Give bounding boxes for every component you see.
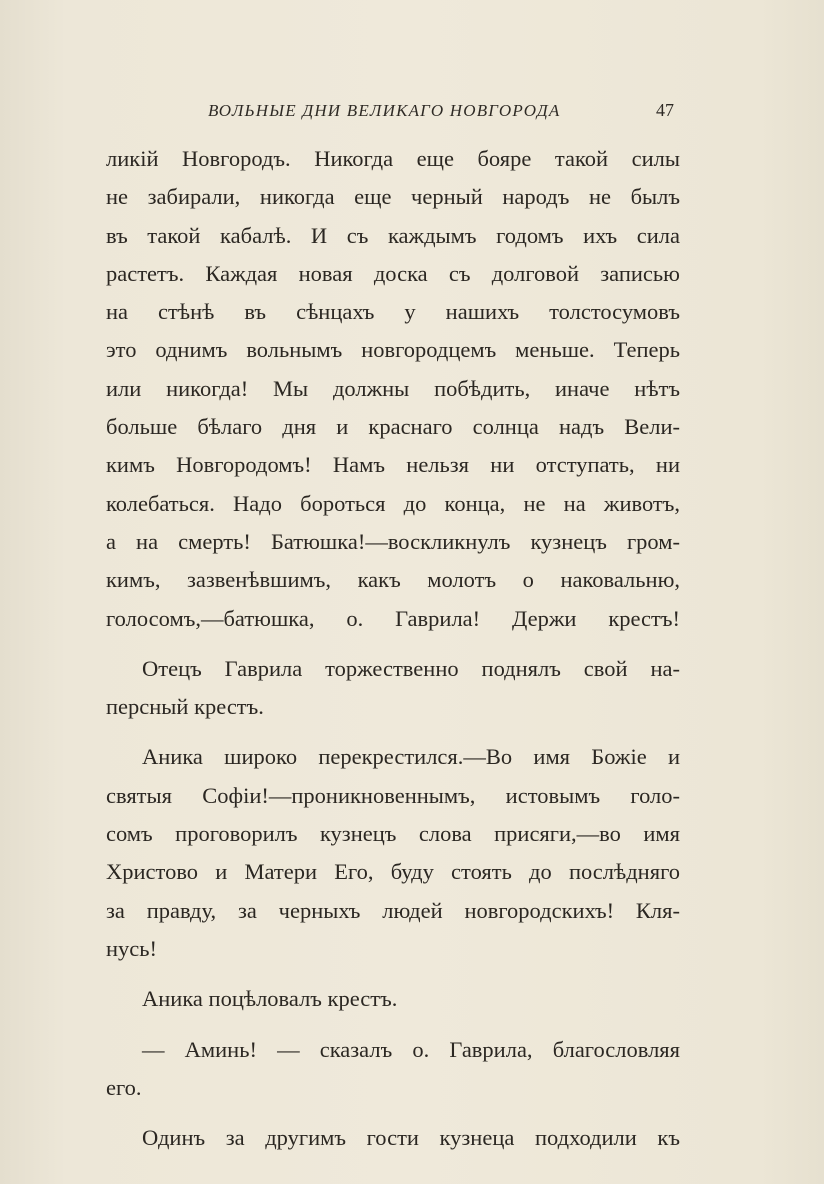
text-line: Христово и Матери Его, буду стоять до послѣдняго xyxy=(106,859,680,885)
text-line: Аника широко перекрестился.—Во имя Божіе и xyxy=(142,744,680,770)
text-line: — Аминь! — сказалъ о. Гаврила, благословляя xyxy=(142,1036,680,1062)
paragraph xyxy=(106,650,680,727)
paragraph xyxy=(106,1031,680,1108)
text-line: нусь! xyxy=(106,935,158,961)
text-line: персный крестъ. xyxy=(106,694,264,720)
text-line: за правду, за черныхъ людей новгородскихъ! Кля- xyxy=(106,897,680,923)
paragraph xyxy=(106,1119,680,1157)
paragraph xyxy=(106,980,680,1018)
text-line: больше бѣлаго дня и краснаго солнца надъ Вели- xyxy=(106,414,680,440)
text-line: голосомъ,—батюшка, о. Гаврила! Держи крестъ! xyxy=(106,605,680,631)
text-line: колебаться. Надо бороться до конца, не на животъ, xyxy=(106,490,680,516)
text-line: кимъ Новгородомъ! Намъ нельзя ни отступать, ни xyxy=(106,452,680,478)
text-line: не забирали, никогда еще черный народъ не былъ xyxy=(106,184,680,210)
text-line: Аника поцѣловалъ крестъ. xyxy=(142,986,398,1012)
page-number: 47 xyxy=(656,100,674,120)
body-text xyxy=(106,140,680,1157)
text-line: растетъ. Каждая новая доска съ долговой записью xyxy=(106,260,680,286)
text-line: кимъ, зазвенѣвшимъ, какъ молотъ о наковальню, xyxy=(106,567,680,593)
text-line: а на смерть! Батюшка!—воскликнулъ кузнецъ гром- xyxy=(106,528,680,554)
running-head-title: ВОЛЬНЫЕ ДНИ ВЕЛИКАГО НОВГОРОДА xyxy=(208,101,561,120)
text-line: святыя Софіи!—проникновеннымъ, истовымъ голо- xyxy=(106,782,680,808)
text-line: ликій Новгородъ. Никогда еще бояре такой силы xyxy=(106,146,680,171)
text-line: это однимъ вольнымъ новгородцемъ меньше. Теперь xyxy=(106,337,680,363)
text-line: Отецъ Гаврила торжественно поднялъ свой на- xyxy=(142,655,680,681)
text-line: сомъ проговорилъ кузнецъ слова присяги,—во имя xyxy=(106,821,680,847)
text-line: Одинъ за другимъ гости кузнеца подходили къ xyxy=(142,1125,680,1151)
paragraph xyxy=(106,738,680,968)
text-line: въ такой кабалѣ. И съ каждымъ годомъ ихъ сила xyxy=(106,222,680,248)
text-line: его. xyxy=(106,1074,142,1100)
text-line: на стѣнѣ въ сѣнцахъ у нашихъ толстосумовъ xyxy=(106,299,680,325)
paragraph xyxy=(106,140,680,638)
text-line: или никогда! Мы должны побѣдить, иначе нѣтъ xyxy=(106,375,680,401)
